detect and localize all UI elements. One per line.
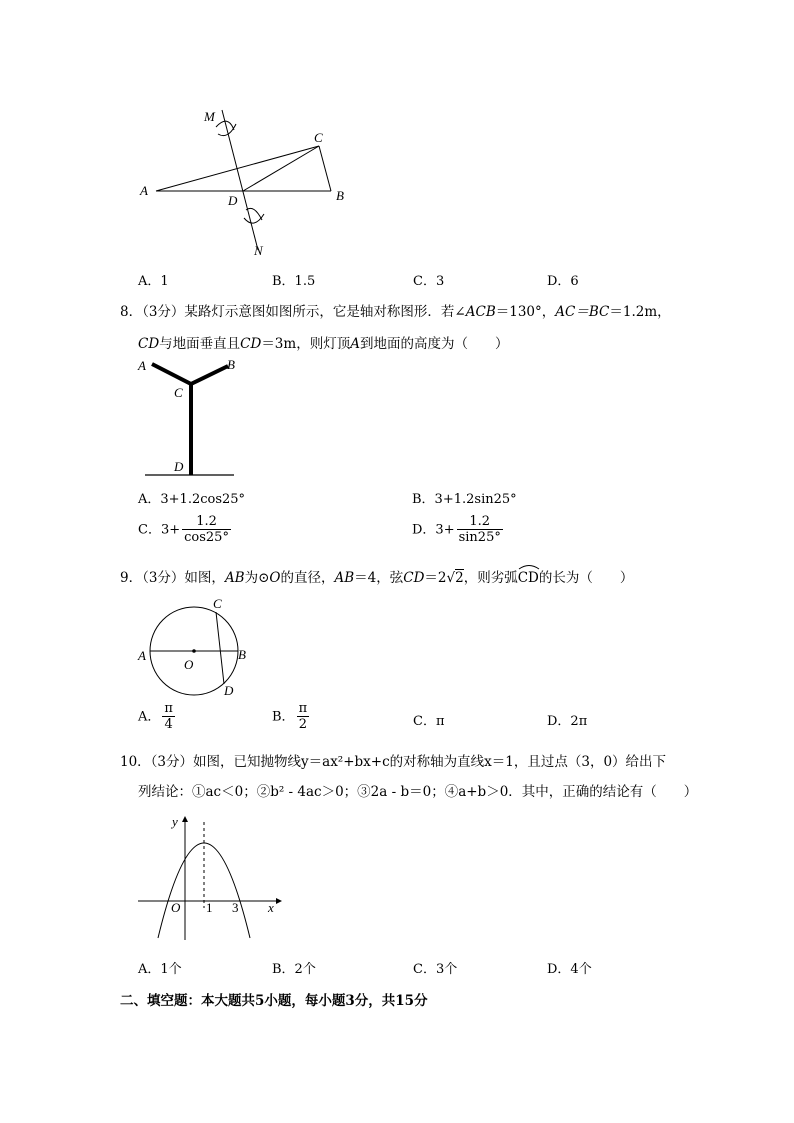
- label-origin: O: [171, 900, 181, 915]
- q9-text: ＝2: [424, 570, 447, 586]
- denominator: sin25°: [458, 530, 501, 545]
- label-o: O: [184, 657, 194, 672]
- q10-option-a[interactable]: A．1个: [138, 962, 182, 977]
- q9-arc-label: CD: [517, 570, 539, 586]
- q8-option-b[interactable]: B．3+1.2sin25°: [412, 492, 517, 507]
- q9-option-a-prefix: A．: [138, 709, 161, 725]
- label-d: D: [224, 683, 234, 698]
- q7-option-c[interactable]: C．3: [413, 274, 445, 289]
- arm-ca: [152, 364, 191, 384]
- label-y: y: [172, 814, 178, 829]
- label-d: D: [174, 459, 184, 474]
- label-c: C: [314, 130, 323, 145]
- q9-option-a-fraction: [162, 702, 175, 732]
- q8-option-d-fraction: [457, 515, 503, 545]
- q8-acb: ACB: [465, 304, 496, 320]
- label-x: x: [268, 900, 274, 915]
- q9-cd: CD: [403, 570, 425, 586]
- label-b: B: [227, 357, 235, 372]
- label-b: B: [336, 188, 344, 203]
- x-axis-arrow: [276, 898, 282, 904]
- q9-text: 的直径，: [280, 570, 335, 586]
- q8-text: 与地面垂直且: [159, 336, 241, 352]
- q8-figure: [130, 352, 250, 482]
- q8-stem-line2: [138, 332, 508, 352]
- q7-option-d[interactable]: D．6: [547, 274, 579, 289]
- label-a: A: [138, 648, 146, 663]
- q9-option-c[interactable]: C．π: [413, 714, 445, 729]
- q7-figure: [130, 100, 360, 270]
- center-point: [192, 649, 196, 653]
- q8-a: A: [350, 336, 360, 352]
- q9-ab2: AB: [334, 570, 355, 586]
- q9-figure: [132, 592, 262, 704]
- q8-cd2: CD: [240, 336, 262, 352]
- q9-radicand: 2: [455, 570, 464, 586]
- segment-ac: [156, 146, 319, 191]
- q9-option-b-prefix: B．: [272, 709, 295, 725]
- q9-option-b-fraction: [297, 702, 310, 732]
- q8-acbc: AC＝BC: [555, 304, 610, 320]
- numerator: 1.2: [469, 514, 491, 529]
- segment-dc: [243, 146, 319, 191]
- label-c: C: [174, 385, 183, 400]
- q8-text: 8．（3分）某路灯示意图如图所示，它是轴对称图形．若∠: [120, 304, 466, 320]
- tick-3: 3: [232, 900, 239, 915]
- q10-stem-line2: 列结论：①ac＜0；②b² - 4ac＞0；③2a - b＝0；④a+b＞0．其中，正确的结论有（ ）: [138, 784, 698, 800]
- q7-option-a[interactable]: A．1: [138, 274, 169, 289]
- q9-text: ＝4，弦: [354, 570, 404, 586]
- q7-option-b[interactable]: B．1.5: [272, 274, 316, 289]
- arm-cb: [191, 366, 228, 384]
- arc-symbol: [518, 564, 540, 570]
- label-c: C: [213, 596, 222, 611]
- label-a: A: [138, 358, 146, 373]
- q9-text: ，则劣弧: [463, 570, 518, 586]
- q9-option-b[interactable]: [272, 702, 309, 732]
- q8-text: 到地面的高度为（ ）: [359, 336, 509, 352]
- q8-option-c-prefix: C．3+: [138, 522, 181, 538]
- q8-option-a[interactable]: A．3+1.2cos25°: [138, 492, 246, 507]
- sqrt-symbol: √: [446, 570, 456, 586]
- q8-option-d-prefix: D．3+: [412, 522, 455, 538]
- numerator: π: [164, 701, 173, 716]
- label-n: N: [254, 243, 263, 258]
- q9-text: 的长为（ ）: [538, 570, 634, 586]
- q8-cd: CD: [138, 336, 160, 352]
- q9-o: O: [269, 570, 281, 586]
- q9-option-d[interactable]: D．2π: [547, 714, 588, 729]
- q10-stem-line1: 10．（3分）如图，已知抛物线y＝ax²+bx+c的对称轴为直线x＝1，且过点（3，0）给出下: [120, 754, 667, 770]
- q9-ab: AB: [224, 570, 245, 586]
- q8-option-c-fraction: [182, 515, 231, 545]
- label-m: M: [204, 109, 215, 124]
- q9-text: 9．（3分）如图，: [120, 570, 225, 586]
- q9-text: 为⊙: [244, 570, 270, 586]
- label-a: A: [140, 183, 148, 198]
- q9-option-a[interactable]: [138, 702, 175, 732]
- q10-option-c[interactable]: C．3个: [413, 962, 458, 977]
- label-b: B: [238, 647, 246, 662]
- q8-text: ＝130°，: [495, 304, 556, 320]
- chord-cd: [216, 612, 224, 684]
- q8-text: ＝3m，则灯顶: [261, 336, 351, 352]
- q8-option-c[interactable]: [138, 515, 231, 545]
- q9-arc-cd: [518, 566, 539, 586]
- denominator: 2: [297, 716, 310, 732]
- section-2-heading: 二、填空题：本大题共5小题，每小题3分，共15分: [120, 993, 428, 1009]
- denominator: cos25°: [184, 530, 229, 545]
- y-axis-arrow: [182, 816, 188, 822]
- numerator: π: [298, 701, 308, 716]
- q9-stem: [120, 566, 633, 586]
- q10-option-d[interactable]: D．4个: [547, 962, 592, 977]
- q10-option-b[interactable]: B．2个: [272, 962, 316, 977]
- q8-text: ＝1.2m，: [609, 304, 671, 320]
- line-mn: [222, 110, 258, 250]
- denominator: 4: [162, 716, 175, 732]
- numerator: 1.2: [196, 514, 217, 529]
- label-d: D: [228, 193, 238, 208]
- q8-option-d[interactable]: [412, 515, 503, 545]
- q10-figure: [130, 808, 290, 948]
- tick-1: 1: [206, 900, 213, 915]
- segment-cb: [319, 146, 331, 191]
- q8-stem-line1: [120, 300, 671, 320]
